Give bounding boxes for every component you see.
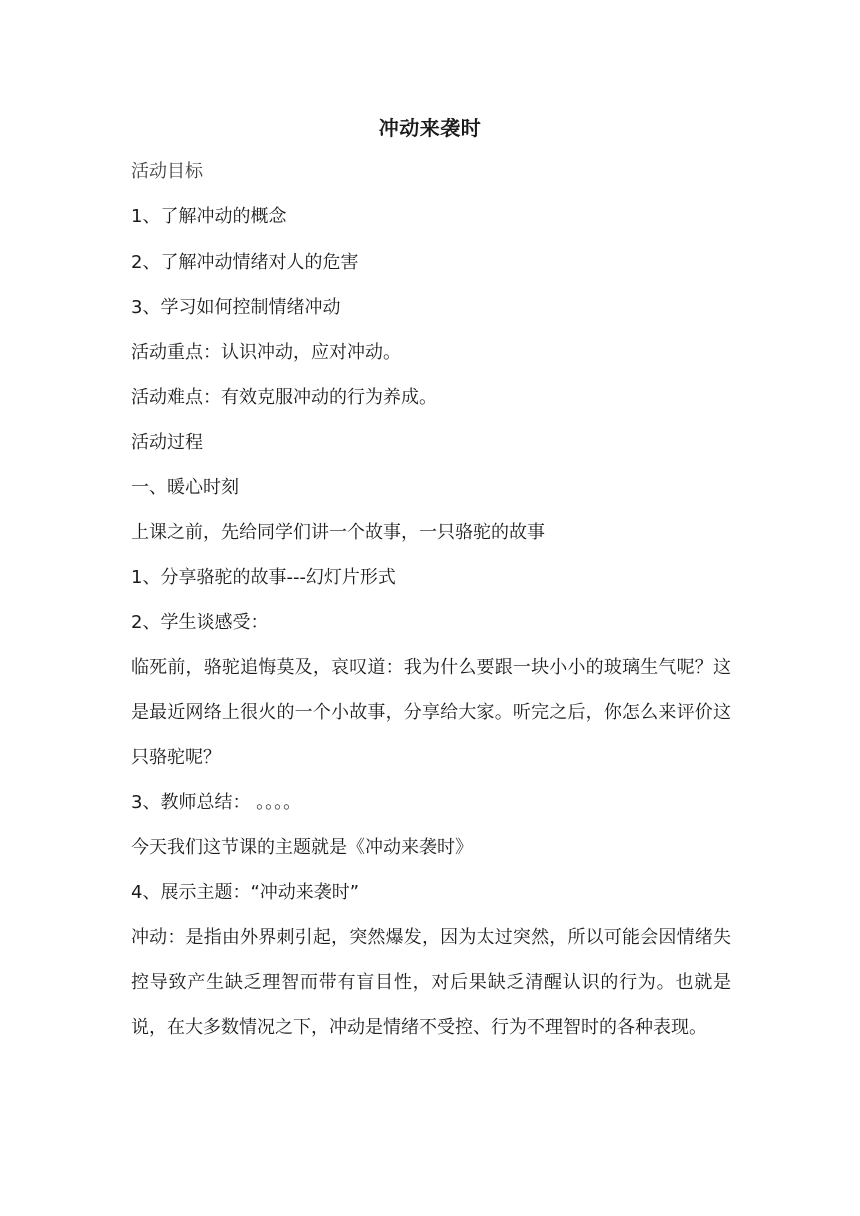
- document-title: 冲动来袭时: [378, 116, 482, 140]
- lesson-theme: 今天我们这节课的主题就是《冲动来袭时》: [131, 837, 473, 858]
- teacher-summary: 3、教师总结： 。。。。: [131, 792, 302, 813]
- goal-item-1: 1、了解冲动的概念: [131, 206, 287, 227]
- story-intro: 上课之前，先给同学们讲一个故事，一只骆驼的故事: [131, 522, 545, 543]
- step-heading-1: 一、暖心时刻: [131, 477, 239, 498]
- step-item-feelings: 2、学生谈感受：: [131, 612, 269, 633]
- section-heading-process: 活动过程: [131, 432, 203, 453]
- difficulty-point: 活动难点：有效克服冲动的行为养成。: [131, 387, 437, 408]
- story-paragraph: 临死前，骆驼追悔莫及，哀叹道：我为什么要跟一块小小的玻璃生气呢？这是最近网络上很火的一个小故事，分享给大家。听完之后，你怎么来评价这只骆驼呢？: [131, 657, 731, 768]
- section-heading-goals: 活动目标: [131, 161, 203, 182]
- goal-item-3: 3、学习如何控制情绪冲动: [131, 297, 341, 318]
- step-item-share: 1、分享骆驼的故事---幻灯片形式: [131, 567, 396, 588]
- definition-paragraph: 冲动：是指由外界刺引起，突然爆发，因为太过突然，所以可能会因情绪失控导致产生缺乏理智而带有盲目性，对后果缺乏清醒认识的行为。也就是说，在大多数情况之下，冲动是情绪不受控、行为不理智时的各种表现。: [131, 927, 731, 1038]
- show-theme: 4、展示主题：“冲动来袭时”: [131, 882, 360, 903]
- goal-item-2: 2、了解冲动情绪对人的危害: [131, 252, 359, 273]
- key-point: 活动重点：认识冲动，应对冲动。: [131, 342, 401, 363]
